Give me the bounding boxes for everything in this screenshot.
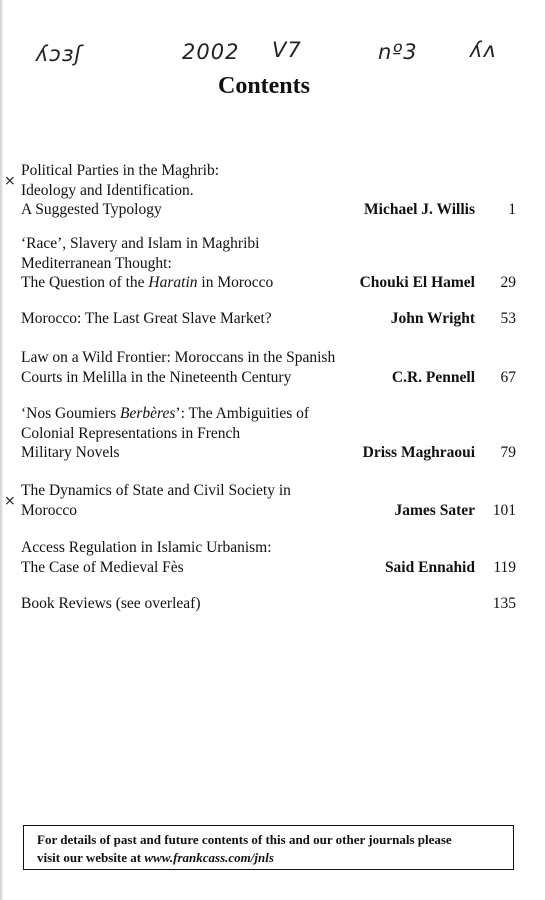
handwritten-note: nº3 bbox=[378, 40, 418, 64]
entry-author: Michael J. Willis bbox=[364, 201, 475, 218]
entry-title-line: Law on a Wild Frontier: Moroccans in the Spanish bbox=[21, 349, 336, 366]
margin-check-mark: ⨯ bbox=[4, 493, 16, 509]
entry-page-number: 29 bbox=[500, 274, 516, 291]
entry-title-fragment: ‘Nos Goumiers bbox=[21, 405, 121, 422]
entry-title-line: Access Regulation in Islamic Urbanism: bbox=[21, 539, 272, 556]
toc-entry bbox=[21, 594, 516, 614]
toc-entry bbox=[21, 234, 516, 293]
toc-entry bbox=[21, 538, 516, 577]
handwritten-note: V7 bbox=[272, 38, 302, 62]
entry-page-number: 119 bbox=[493, 558, 516, 576]
entry-title-line: The Dynamics of State and Civil Society in bbox=[21, 482, 291, 499]
entry-title-line bbox=[21, 273, 360, 293]
entry-title-line: Morocco bbox=[21, 501, 77, 519]
entry-title-line bbox=[21, 404, 516, 424]
entry-page-number: 67 bbox=[500, 368, 516, 386]
entry-author: John Wright bbox=[390, 310, 475, 327]
entry-title-italic: Haratin bbox=[148, 274, 198, 291]
entry-title-line: Ideology and Identification. bbox=[21, 181, 194, 199]
notice-text: visit our website at bbox=[37, 850, 145, 865]
entry-title-line: The Case of Medieval Fès bbox=[21, 558, 184, 576]
notice-text: For details of past and future contents of this and our other journals please bbox=[37, 832, 452, 847]
notice-text-line bbox=[37, 849, 500, 867]
page-title: Contents bbox=[217, 73, 310, 99]
entry-author: James Sater bbox=[394, 501, 475, 519]
toc-entry bbox=[21, 309, 516, 329]
entry-page-number: 135 bbox=[492, 595, 516, 612]
entry-title-line: Mediterranean Thought: bbox=[21, 254, 172, 272]
toc-entry bbox=[21, 348, 516, 387]
entry-title-line: Book Reviews (see overleaf) bbox=[21, 595, 201, 612]
entry-author: Chouki El Hamel bbox=[359, 274, 475, 291]
entry-author: Driss Maghraoui bbox=[362, 444, 475, 461]
entry-title-line: Colonial Representations in French bbox=[21, 424, 241, 442]
handwritten-note: 2002 bbox=[182, 40, 240, 64]
entry-page-number: 53 bbox=[500, 310, 516, 327]
website-notice-box bbox=[23, 825, 514, 870]
entry-title-italic: Berbères bbox=[120, 405, 176, 422]
entry-page-number: 101 bbox=[492, 501, 516, 519]
entry-title-line: A Suggested Typology bbox=[21, 201, 162, 218]
handwritten-note: ʎɔɜʃ bbox=[36, 42, 83, 66]
entry-author: C.R. Pennell bbox=[391, 368, 475, 386]
entry-title-line: ‘Race’, Slavery and Islam in Maghribi bbox=[21, 235, 260, 252]
toc-entry bbox=[21, 481, 516, 520]
toc-entry bbox=[21, 161, 516, 220]
entry-title-fragment: ’: The Ambiguities of bbox=[175, 405, 310, 422]
entry-author: Said Ennahid bbox=[384, 558, 475, 576]
entry-title-fragment: in Morocco bbox=[197, 274, 274, 291]
margin-check-mark: ⨯ bbox=[4, 173, 16, 189]
toc-entry bbox=[21, 404, 516, 463]
entry-title-line: Courts in Melilla in the Nineteenth Century bbox=[21, 368, 292, 386]
website-link[interactable]: www.frankcass.com/jnls bbox=[144, 850, 274, 865]
entry-title-fragment: The Question of the bbox=[21, 274, 149, 291]
entry-title-line: Morocco: The Last Great Slave Market? bbox=[21, 310, 272, 327]
entry-page-number: 1 bbox=[508, 201, 516, 218]
entry-page-number: 79 bbox=[500, 444, 516, 461]
entry-title-line: Military Novels bbox=[21, 444, 120, 461]
handwritten-note: ʎʌ bbox=[470, 38, 497, 62]
entry-title-line: Political Parties in the Maghrib: bbox=[21, 162, 220, 179]
scan-edge bbox=[0, 0, 3, 900]
